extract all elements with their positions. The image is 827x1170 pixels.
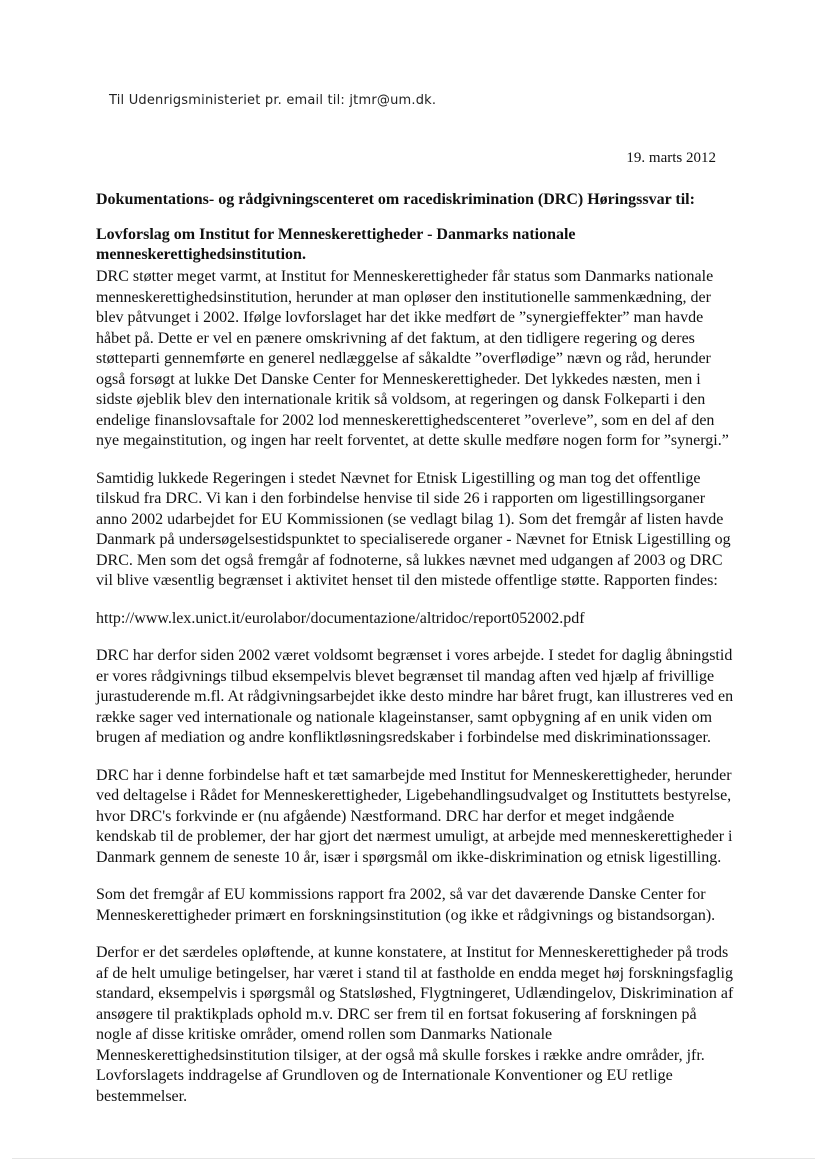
letter-body [96, 267, 736, 1124]
paragraph-2: Samtidig lukkede Regeringen i stedet Nævnet for Etnisk Ligestilling og man tog det offentlige tilskud fra DRC. Vi kan i den forbindelse henvise til side 26 i rapporten om ligestillingsorganer anno 2002 udarbejdet for EU Kommissionen (se vedlagt bilag 1). Som det fremgår af listen havde Danmark på undersøgelsestidspunktet to specialiserede organer - Nævnet for Etnisk Ligestilling og DRC. Men som det også fremgår af fodnoterne, så lukkes nævnet med udgangen af 2003 og DRC vil blive væsentlig begrænset i aktivitet henset til den mistede offentlige støtte. Rapporten findes: [96, 469, 731, 589]
paragraph-1: DRC støtter meget varmt, at Institut for Menneskerettigheder får status som Danmarks nationale menneskerettighedsinstitution, herunder at man opløser den institutionelle sammenkædning, der blev påtvunget i 2002. Ifølge lovforslaget har det ikke medført de ”synergieffekter” man havde håbet på. Dette er vel en pænere omskrivning af det faktum, at den tidligere regering og deres støtteparti gennemførte en generel nedlæggelse af såkaldte ”overflødige” nævn og råd, herunder også forsøgt at lukke Det Danske Center for Menneskerettigheder. Det lykkedes næsten, men i sidste øjeblik blev den internationale kritik så voldsom, at regeringen og dansk Folkeparti i den endelige finanslovsaftale for 2002 lod menneskerettighedscenteret ”overleve”, som en del af den nye megainstitution, og ingen har reelt forventet, at dette skulle medføre nogen form for ”synergi.” [96, 268, 729, 449]
page-bottom-rule [12, 1158, 815, 1159]
paragraph-5: Som det fremgår af EU kommissions rapport fra 2002, så var det daværende Danske Center for Menneskerettigheder primært en forskningsinstitution (og ikke et rådgivnings og bistandsorgan). [96, 886, 716, 924]
recipient-line: Til Udenrigsministeriet pr. email til: jtmr@um.dk. [109, 93, 437, 108]
document-subheading: Lovforslag om Institut for Menneskerettigheder - Danmarks nationale menneskerettighedsinstitution. [96, 226, 576, 263]
paragraph-3: DRC har derfor siden 2002 været voldsomt begrænset i vores arbejde. I stedet for daglig åbningstid er vores rådgivnings tilbud eksempelvis blevet begrænset til mandag aften ved hjælp af frivillige jurastuderende m.fl. At rådgivningsarbejdet ikke desto mindre har båret frugt, kan illustreres ved en række sager ved internationale og nationale klageinstanser, samt opbygning af en unik viden om brugen af mediation og andre konfliktløsningsredskaber i forbindelse med diskriminationssager. [96, 647, 734, 746]
document-heading: Dokumentations- og rådgivningscenteret om racediskrimination (DRC) Høringssvar til: [96, 191, 695, 208]
paragraph-6: Derfor er det særdeles opløftende, at kunne konstatere, at Institut for Menneskerettigheder på trods af de helt umulige betingelser, har været i stand til at fastholde en endda meget høj forskningsfaglig standard, eksempelvis i spørgsmål og Statsløshed, Flygtningeret, Udlændingelov, Diskrimination af ansøgere til praktikplads ophold m.v. DRC ser frem til en fortsat fokusering af forskningen på nogle af disse kritiske områder, omend rollen som Danmarks Nationale Menneskerettighedsinstitution tilsiger, at der også må skulle forskes i række andre områder, jfr. Lovforslagets inddragelse af Grundloven og de Internationale Konventioner og EU retlige bestemmelser. [96, 944, 734, 1105]
report-url: http://www.lex.unict.it/eurolabor/documentazione/altridoc/report052002.pdf [96, 609, 585, 627]
paragraph-4: DRC har i denne forbindelse haft et tæt samarbejde med Institut for Menneskerettigheder, herunder ved deltagelse i Rådet for Menneskerettigheder, Ligebehandlingsudvalget og Instituttets bestyrelse, hvor DRC's forkvinde er (nu afgående) Næstformand. DRC har derfor et meget indgående kendskab til de problemer, der har gjort det nærmest umuligt, at arbejde med menneskerettigheder i Danmark gennem de seneste 10 år, især i spørgsmål om ikke-diskrimination og etnisk ligestilling. [96, 766, 733, 866]
letter-date: 19. marts 2012 [626, 150, 716, 166]
